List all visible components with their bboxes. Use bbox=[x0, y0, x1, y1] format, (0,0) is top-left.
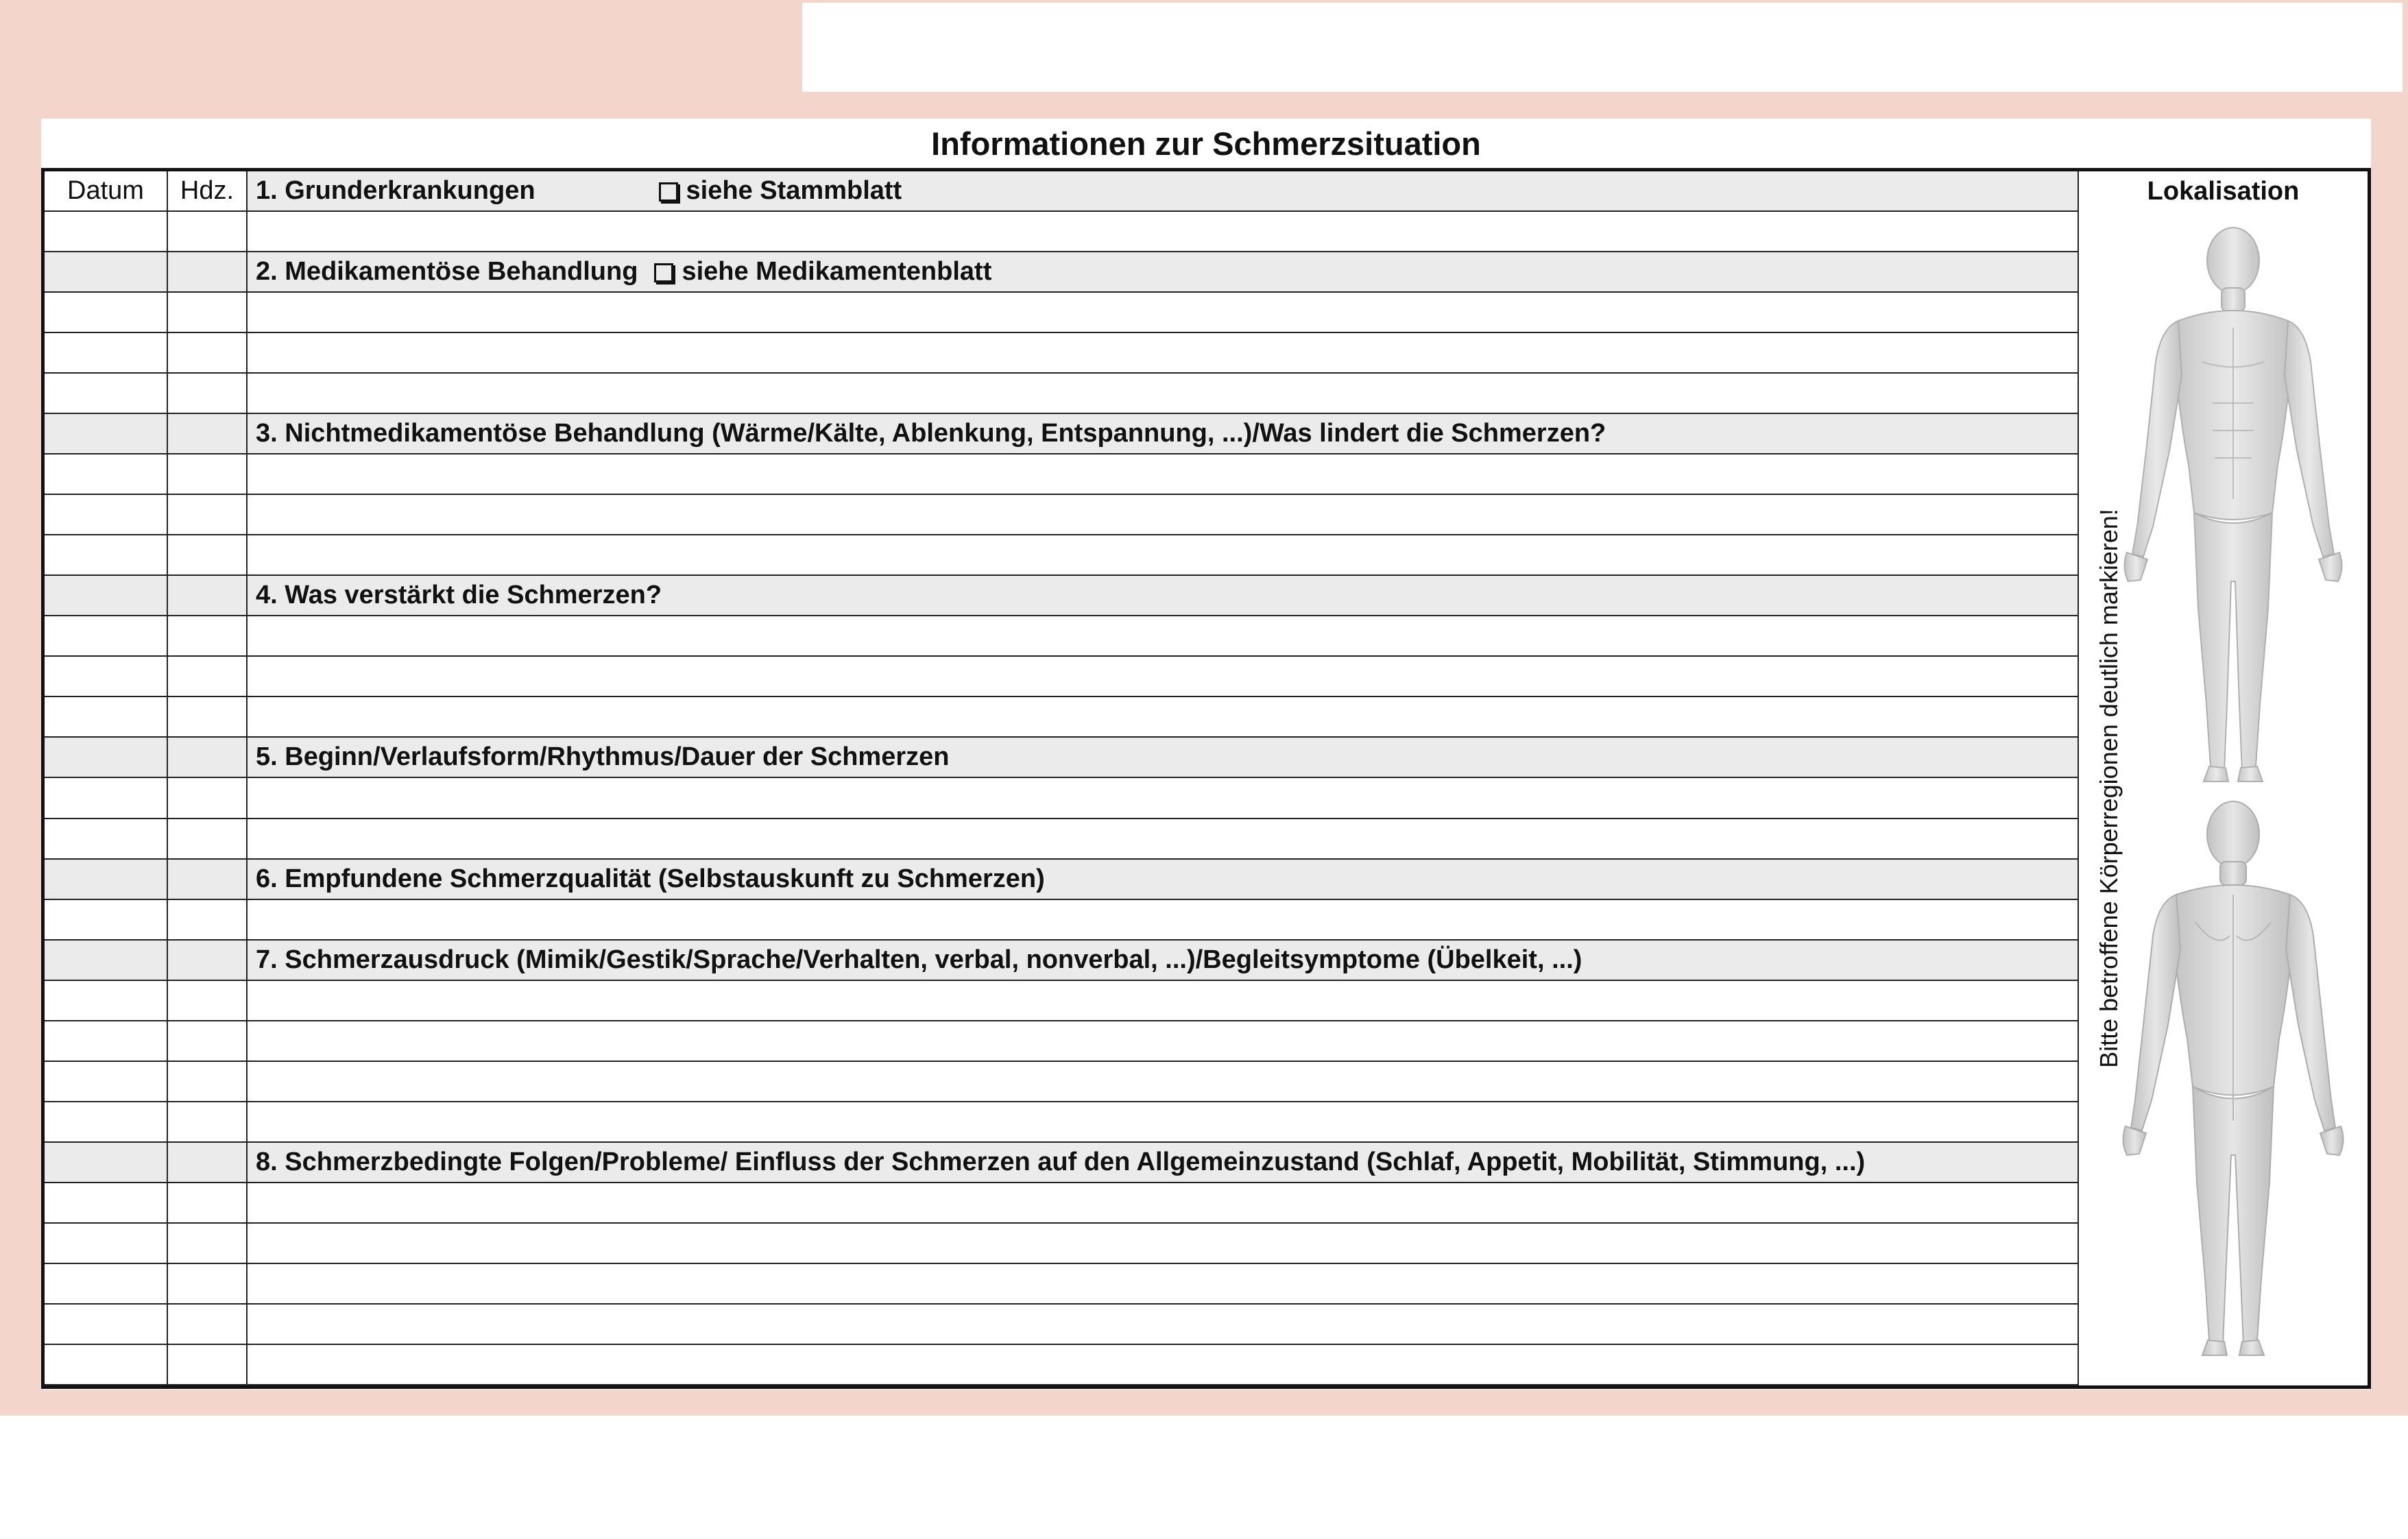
form-title: Informationen zur Schmerzsituation bbox=[931, 125, 1481, 162]
entry-cell[interactable] bbox=[248, 212, 2079, 252]
date-cell[interactable] bbox=[45, 212, 168, 252]
signature-cell[interactable] bbox=[168, 1102, 248, 1143]
section-header-6 bbox=[248, 860, 2079, 900]
signature-cell[interactable] bbox=[168, 738, 248, 778]
entry-cell[interactable] bbox=[248, 293, 2079, 333]
entry-cell[interactable] bbox=[248, 495, 2079, 535]
reference-checkbox[interactable] bbox=[659, 176, 902, 206]
signature-cell[interactable] bbox=[168, 1062, 248, 1102]
date-cell[interactable] bbox=[45, 860, 168, 900]
signature-cell[interactable] bbox=[168, 495, 248, 535]
date-cell[interactable] bbox=[45, 900, 168, 941]
date-cell[interactable] bbox=[45, 1021, 168, 1062]
entry-cell[interactable] bbox=[248, 535, 2079, 576]
entry-cell[interactable] bbox=[248, 1224, 2079, 1264]
date-cell[interactable] bbox=[45, 1183, 168, 1224]
date-cell[interactable] bbox=[45, 293, 168, 333]
date-cell[interactable] bbox=[45, 981, 168, 1021]
signature-cell[interactable] bbox=[168, 1183, 248, 1224]
date-cell[interactable] bbox=[45, 616, 168, 657]
section-header-5 bbox=[248, 738, 2079, 778]
body-back-icon[interactable] bbox=[2113, 799, 2353, 1361]
entry-cell[interactable] bbox=[248, 455, 2079, 495]
body-front-icon[interactable] bbox=[2113, 225, 2353, 787]
section-header-4 bbox=[248, 576, 2079, 616]
localisation-instruction: Bitte betroffene Körperregionen deutlich markieren! bbox=[2095, 509, 2123, 1068]
entry-cell[interactable] bbox=[248, 900, 2079, 941]
reference-checkbox[interactable] bbox=[654, 257, 991, 287]
section-title: 1. Grunderkrankungen bbox=[256, 176, 535, 206]
date-cell[interactable] bbox=[45, 1062, 168, 1102]
signature-cell[interactable] bbox=[168, 1224, 248, 1264]
section-header-3 bbox=[248, 414, 2079, 455]
signature-cell[interactable] bbox=[168, 778, 248, 819]
signature-cell[interactable] bbox=[168, 576, 248, 616]
date-cell[interactable] bbox=[45, 535, 168, 576]
column-header-date: Datum bbox=[45, 171, 168, 212]
column-header-signature: Hdz. bbox=[168, 171, 248, 212]
localisation-title: Lokalisation bbox=[2147, 177, 2300, 206]
section-header-7 bbox=[248, 941, 2079, 981]
entry-cell[interactable] bbox=[248, 819, 2079, 860]
date-cell[interactable] bbox=[45, 576, 168, 616]
date-cell[interactable] bbox=[45, 374, 168, 414]
date-cell[interactable] bbox=[45, 738, 168, 778]
date-cell[interactable] bbox=[45, 1305, 168, 1345]
signature-cell[interactable] bbox=[168, 616, 248, 657]
entry-cell[interactable] bbox=[248, 778, 2079, 819]
signature-cell[interactable] bbox=[168, 252, 248, 293]
entry-cell[interactable] bbox=[248, 1264, 2079, 1305]
signature-cell[interactable] bbox=[168, 697, 248, 738]
date-cell[interactable] bbox=[45, 1102, 168, 1143]
date-cell[interactable] bbox=[45, 495, 168, 535]
checkbox-icon[interactable] bbox=[659, 182, 678, 202]
section-title: 7. Schmerzausdruck (Mimik/Gestik/Sprache/Verhalten, verbal, nonverbal, ...)/Begleitsymptome (Übelkeit, ...) bbox=[256, 945, 1582, 974]
date-cell[interactable] bbox=[45, 333, 168, 374]
section-title: 8. Schmerzbedingte Folgen/Probleme/ Einfluss der Schmerzen auf den Allgemeinzustand (Schlaf, Appetit, Mobilität, Stimmung, ...) bbox=[256, 1147, 1866, 1176]
entry-cell[interactable] bbox=[248, 616, 2079, 657]
entry-cell[interactable] bbox=[248, 374, 2079, 414]
date-cell[interactable] bbox=[45, 657, 168, 697]
signature-cell[interactable] bbox=[168, 333, 248, 374]
entry-cell[interactable] bbox=[248, 697, 2079, 738]
section-title: 6. Empfundene Schmerzqualität (Selbstauskunft zu Schmerzen) bbox=[256, 864, 1045, 893]
signature-cell[interactable] bbox=[168, 1345, 248, 1385]
reference-label: siehe Stammblatt bbox=[686, 176, 902, 206]
entry-cell[interactable] bbox=[248, 1062, 2079, 1102]
date-cell[interactable] bbox=[45, 697, 168, 738]
entry-cell[interactable] bbox=[248, 1305, 2079, 1345]
date-cell[interactable] bbox=[45, 455, 168, 495]
signature-cell[interactable] bbox=[168, 414, 248, 455]
signature-cell[interactable] bbox=[168, 860, 248, 900]
patient-name-field[interactable] bbox=[802, 3, 2403, 92]
signature-cell[interactable] bbox=[168, 374, 248, 414]
signature-cell[interactable] bbox=[168, 941, 248, 981]
checkbox-icon[interactable] bbox=[654, 263, 673, 282]
signature-cell[interactable] bbox=[168, 1143, 248, 1183]
section-title: 2. Medikamentöse Behandlung bbox=[256, 257, 638, 287]
entry-cell[interactable] bbox=[248, 1345, 2079, 1385]
date-cell[interactable] bbox=[45, 252, 168, 293]
signature-cell[interactable] bbox=[168, 900, 248, 941]
entry-cell[interactable] bbox=[248, 1183, 2079, 1224]
reference-label: siehe Medikamentenblatt bbox=[682, 257, 992, 287]
signature-cell[interactable] bbox=[168, 293, 248, 333]
signature-cell[interactable] bbox=[168, 1264, 248, 1305]
signature-cell[interactable] bbox=[168, 1021, 248, 1062]
form-grid bbox=[41, 168, 2371, 1389]
section-title: 5. Beginn/Verlaufsform/Rhythmus/Dauer der Schmerzen bbox=[256, 742, 950, 772]
date-cell[interactable] bbox=[45, 819, 168, 860]
pain-info-form bbox=[41, 119, 2371, 1390]
signature-cell[interactable] bbox=[168, 657, 248, 697]
localisation-column bbox=[2079, 171, 2368, 1385]
date-cell[interactable] bbox=[45, 778, 168, 819]
date-cell[interactable] bbox=[45, 1224, 168, 1264]
entry-cell[interactable] bbox=[248, 333, 2079, 374]
signature-cell[interactable] bbox=[168, 455, 248, 495]
signature-cell[interactable] bbox=[168, 1305, 248, 1345]
date-cell[interactable] bbox=[45, 1345, 168, 1385]
signature-cell[interactable] bbox=[168, 535, 248, 576]
signature-cell[interactable] bbox=[168, 212, 248, 252]
section-header-8 bbox=[248, 1143, 2079, 1183]
section-title: 4. Was verstärkt die Schmerzen? bbox=[256, 581, 662, 610]
date-cell[interactable] bbox=[45, 941, 168, 981]
entry-cell[interactable] bbox=[248, 981, 2079, 1021]
signature-cell[interactable] bbox=[168, 981, 248, 1021]
signature-cell[interactable] bbox=[168, 819, 248, 860]
entry-cell[interactable] bbox=[248, 1102, 2079, 1143]
date-cell[interactable] bbox=[45, 1143, 168, 1183]
section-header-1 bbox=[248, 171, 2079, 212]
date-cell[interactable] bbox=[45, 1264, 168, 1305]
entry-cell[interactable] bbox=[248, 657, 2079, 697]
entry-cell[interactable] bbox=[248, 1021, 2079, 1062]
section-header-2 bbox=[248, 252, 2079, 293]
date-cell[interactable] bbox=[45, 414, 168, 455]
section-title: 3. Nichtmedikamentöse Behandlung (Wärme/Kälte, Ablenkung, Entspannung, ...)/Was lindert die Schmerzen? bbox=[256, 419, 1606, 448]
